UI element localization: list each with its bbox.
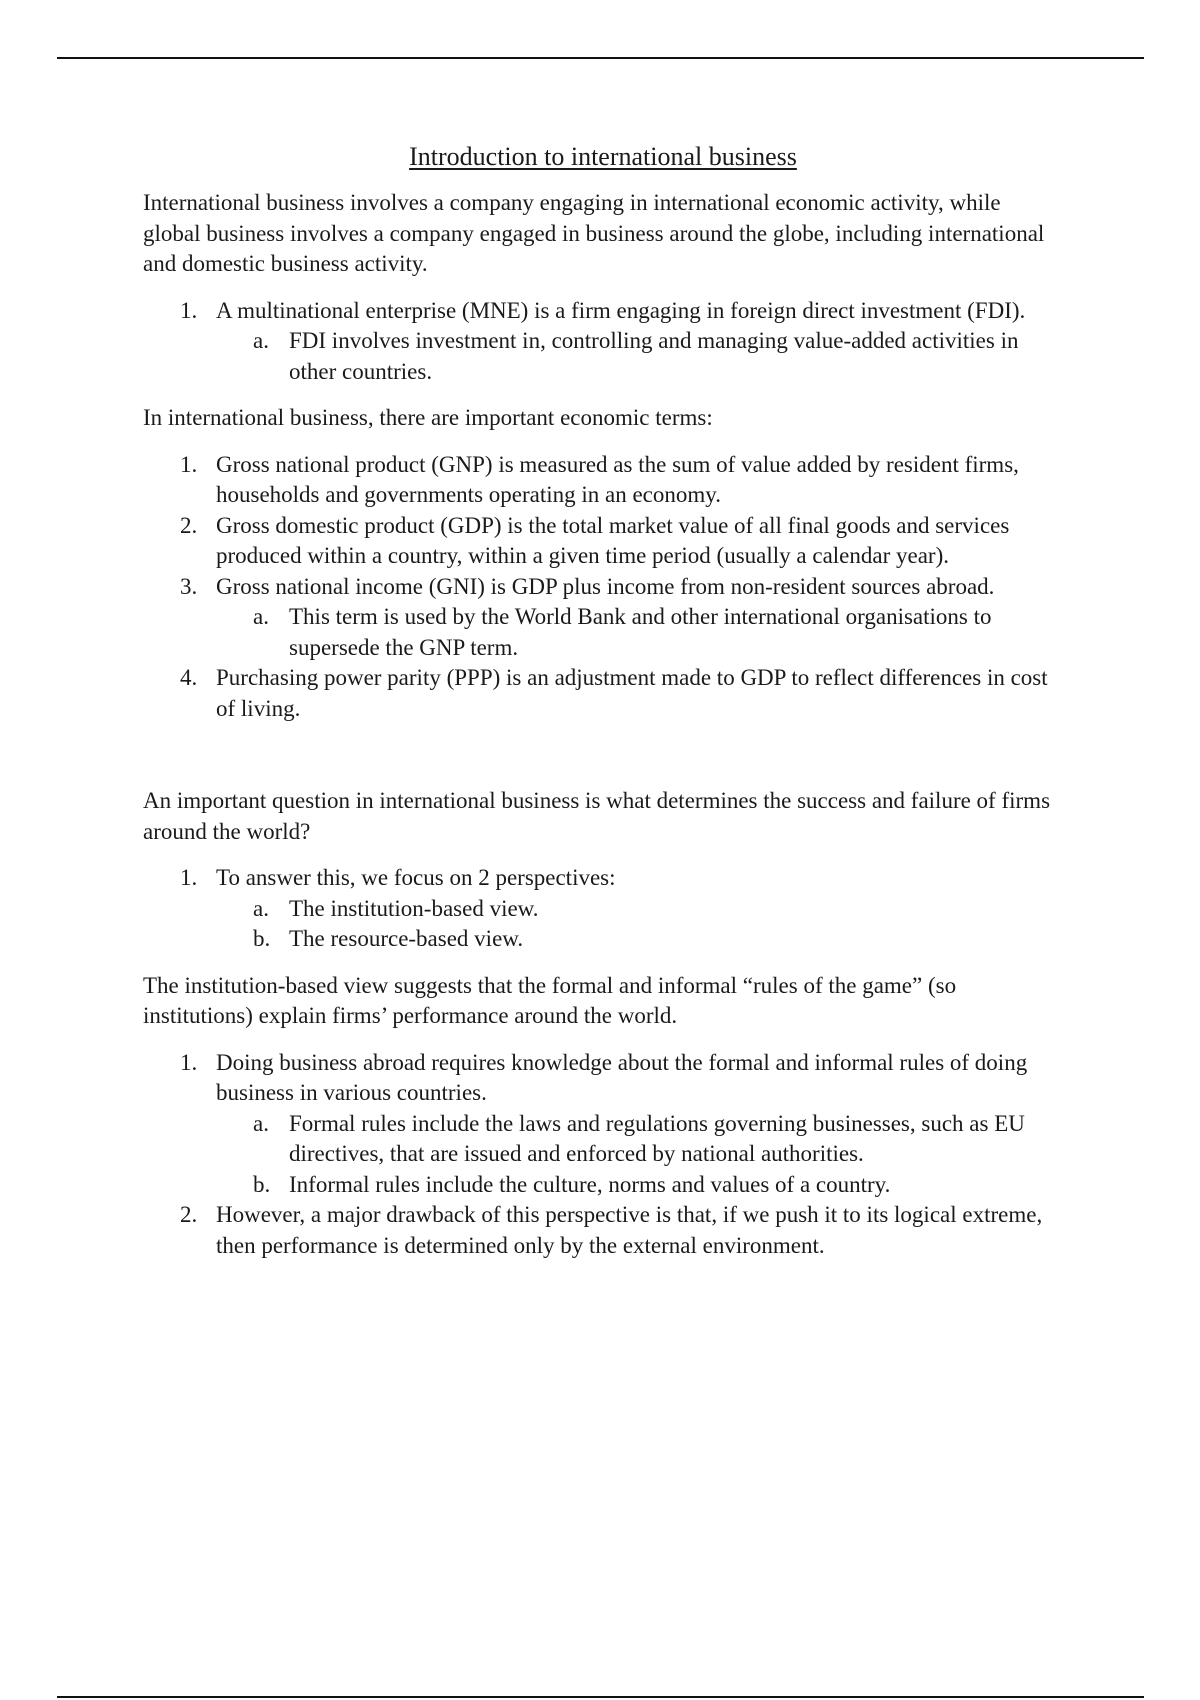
sub-list-marker: a. bbox=[253, 895, 269, 921]
list-item-text: To answer this, we focus on 2 perspectives: bbox=[216, 865, 616, 890]
sub-list-item bbox=[216, 1109, 1063, 1170]
top-rule bbox=[57, 57, 1144, 59]
list-marker: 3. bbox=[180, 573, 198, 599]
list-item bbox=[143, 511, 1063, 572]
list-item-text: Gross domestic product (GDP) is the total market value of all final goods and services produced within a country, within a given time period (usually a calendar year). bbox=[216, 512, 1010, 568]
bottom-rule bbox=[57, 1696, 1144, 1698]
sub-list-item-text: Informal rules include the culture, norms and values of a country. bbox=[289, 1171, 891, 1197]
list-marker: 4. bbox=[180, 665, 198, 690]
list-item-text: A multinational enterprise (MNE) is a firm engaging in foreign direct investment (FDI). bbox=[216, 297, 1026, 323]
list-item-text: Gross national income (GNI) is GDP plus income from non-resident sources abroad. bbox=[216, 573, 995, 599]
list-item bbox=[143, 296, 1063, 388]
sub-list-marker: a. bbox=[253, 1110, 269, 1136]
list-item-text: Doing business abroad requires knowledge about the formal and informal rules of doing business in various countries. bbox=[216, 1049, 1028, 1105]
question-paragraph: An important question in international business is what determines the success and failure of firms around the world? bbox=[143, 788, 1051, 844]
list-item bbox=[143, 1200, 1063, 1261]
sub-list-item bbox=[216, 602, 1063, 663]
list-marker: 1. bbox=[180, 1049, 198, 1075]
intro-paragraph: International business involves a company engaging in international economic activity, while global business involves a company engaged in business around the globe, including international and domestic business activity. bbox=[143, 190, 1045, 276]
sub-list-marker: a. bbox=[253, 604, 269, 629]
sub-list-marker: b. bbox=[253, 1171, 271, 1197]
document-title: Introduction to international business bbox=[409, 142, 797, 171]
blank-gap bbox=[143, 740, 1063, 786]
sub-list-item-text: The resource-based view. bbox=[289, 926, 524, 951]
sub-list-item-text: FDI involves investment in, controlling and managing value-added activities in other countries. bbox=[289, 328, 1019, 384]
list-item bbox=[143, 1048, 1063, 1201]
sub-list-item-text: Formal rules include the laws and regulations governing businesses, such as EU directives, that are issued and enforced by national authorities. bbox=[289, 1110, 1025, 1166]
mne-list bbox=[143, 296, 1063, 388]
sub-list-item bbox=[216, 1170, 1063, 1201]
sub-list-item bbox=[216, 894, 1063, 925]
list-marker: 1. bbox=[180, 451, 198, 477]
list-item bbox=[143, 450, 1063, 511]
sub-list-item-text: This term is used by the World Bank and other international organisations to supersede the GNP term. bbox=[289, 604, 992, 660]
sub-list bbox=[216, 326, 1063, 387]
list-item-text: Gross national product (GNP) is measured as the sum of value added by resident firms, households and governments operating in an economy. bbox=[216, 451, 1019, 507]
economic-terms-list bbox=[143, 450, 1063, 725]
sub-list bbox=[216, 602, 1063, 663]
institution-intro-paragraph: The institution-based view suggests that the formal and informal “rules of the game” (so institutions) explain firms’ performance around the world. bbox=[143, 972, 957, 1028]
terms-intro-paragraph: In international business, there are important economic terms: bbox=[143, 405, 713, 430]
sub-list bbox=[216, 1109, 1063, 1201]
list-marker: 2. bbox=[180, 512, 198, 538]
list-marker: 1. bbox=[180, 297, 198, 323]
sub-list-item bbox=[216, 326, 1063, 387]
list-item bbox=[143, 863, 1063, 955]
list-item-text: Purchasing power parity (PPP) is an adjustment made to GDP to reflect differences in cost of living. bbox=[216, 665, 1048, 721]
sub-list bbox=[216, 894, 1063, 955]
list-item-text: However, a major drawback of this perspective is that, if we push it to its logical extreme, then performance is determined only by the external environment. bbox=[216, 1202, 1043, 1258]
perspectives-list bbox=[143, 863, 1063, 955]
institution-list bbox=[143, 1048, 1063, 1262]
sub-list-item bbox=[216, 924, 1063, 955]
list-marker: 2. bbox=[180, 1202, 198, 1227]
list-item bbox=[143, 572, 1063, 664]
list-marker: 1. bbox=[180, 865, 198, 890]
document-body bbox=[143, 140, 1063, 1277]
sub-list-marker: b. bbox=[253, 926, 271, 951]
sub-list-item-text: The institution-based view. bbox=[289, 895, 539, 921]
list-item bbox=[143, 663, 1063, 724]
sub-list-marker: a. bbox=[253, 328, 269, 353]
